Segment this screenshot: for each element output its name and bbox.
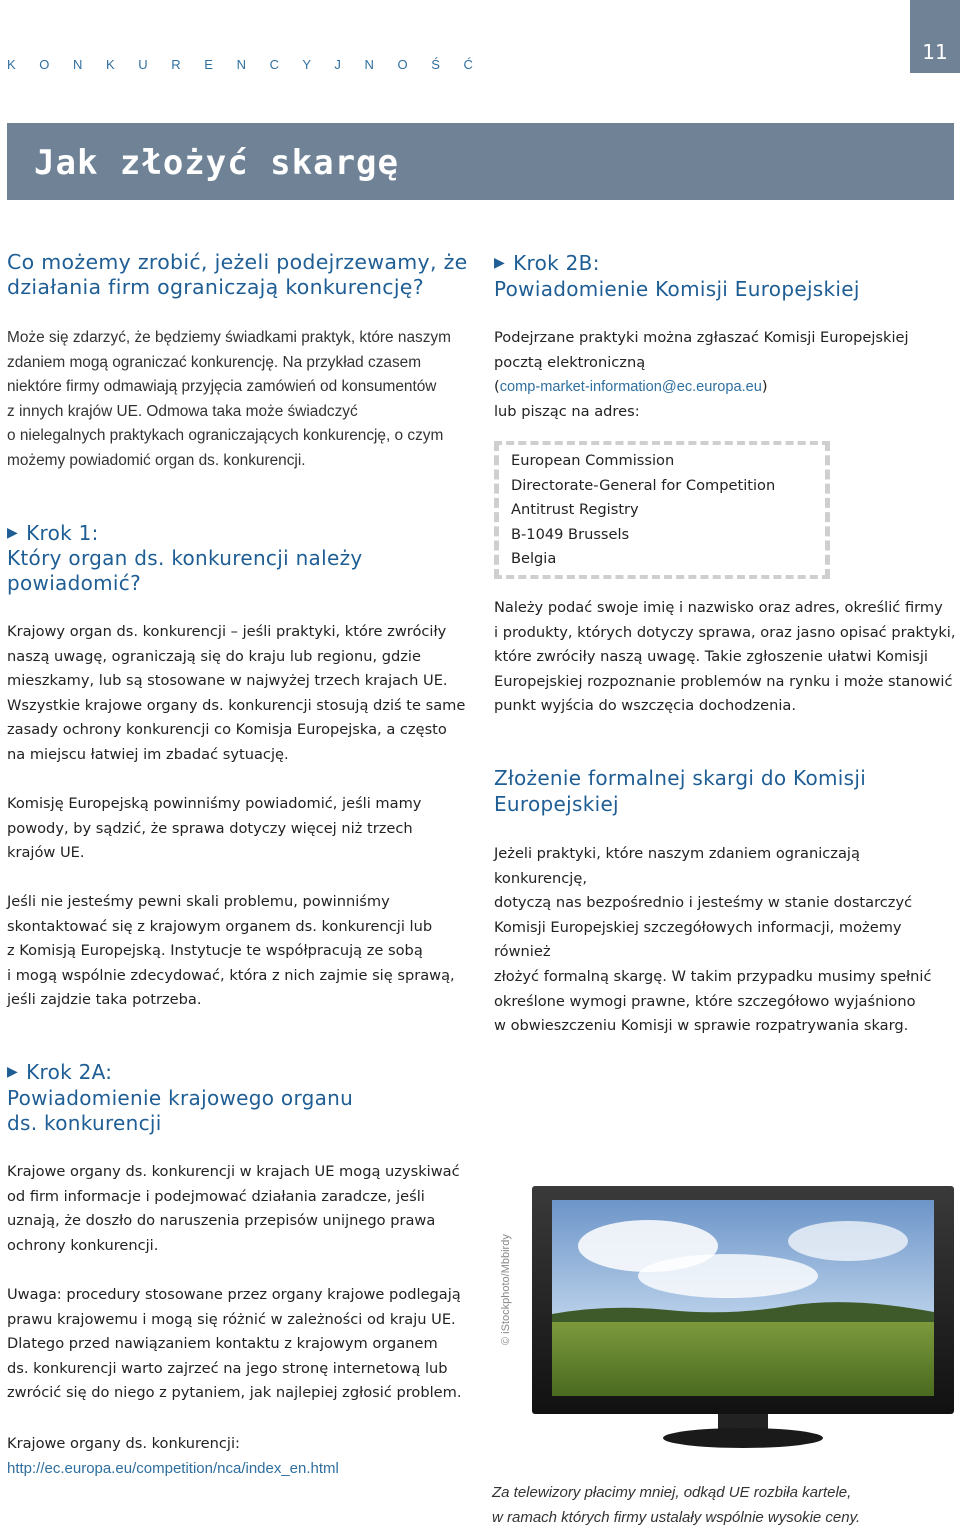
address-box-top-border [494, 441, 830, 445]
running-head: K O N K U R E N C Y J N O Ś Ć [7, 57, 483, 72]
nca-link[interactable]: http://ec.europa.eu/competition/nca/index_en.html [7, 1459, 339, 1477]
step2b-paragraph-2: Należy podać swoje imię i nazwisko oraz adres, określić firmy i produkty, których dotyczy sprawa, oraz jasno opisać praktyki, które zwróciły naszą uwagę. Takie zgłoszenie ułatwi Komisji Europejskiej rozpoznanie problemów na rynku i może stanowić punkt wyjścia do wszczęcia dochodzenia. [494, 599, 956, 715]
image-caption: Za telewizory płacimy mniej, odkąd UE rozbiła kartele, w ramach których firmy ustalały wspólnie wysokie ceny. [492, 1484, 861, 1526]
step1-paragraph-1: Krajowy organ ds. konkurencji – jeśli praktyki, które zwróciły naszą uwagę, ograniczają się do kraju lub regionu, gdzie mieszkamy, lub są stosowane w najwyżej trzech krajach UE. Wszystkie krajowe organy ds. konkurencji stosują dziś te same zasady ochrony konkurencji co Komisja Europejska, a często na miejscu łatwiej im zbadać sytuację. [7, 623, 466, 763]
step1-paragraph-3: Jeśli nie jesteśmy pewni skali problemu, powinniśmy skontaktować się z krajowym organem ds. konkurencji lub z Komisją Europejską. Instytucje te współpracują ze sobą i mogą wspólnie zdecydować, która z nich zajmie się sprawą, jeśli zajdzie taka potrzeba. [7, 893, 455, 1009]
intro-heading: Co możemy zrobić, jeżeli podejrzewamy, że działania firm ograniczają konkurencję? [7, 250, 468, 299]
postal-address: European Commission Directorate-General for Competition Antitrust Registry B-1049 Brussels Belgia [511, 452, 776, 568]
triangle-bullet-icon: ▶ [7, 525, 19, 541]
page-title: Jak złożyć skargę [34, 143, 399, 183]
tv-photo [528, 1186, 958, 1456]
meadow [552, 1322, 934, 1396]
cloud [638, 1254, 818, 1298]
triangle-bullet-icon: ▶ [7, 1064, 19, 1080]
page-number-box [910, 0, 960, 73]
step1-heading: ▶ Krok 1: Który organ ds. konkurencji należy powiadomić? [7, 521, 363, 595]
email-link[interactable]: comp-market-information@ec.europa.eu [499, 379, 762, 396]
page-number: 11 [922, 40, 948, 64]
step2a-paragraph-3: Krajowe organy ds. konkurencji: http://ec.europa.eu/competition/nca/index_en.html [7, 1432, 477, 1481]
step2a-heading: ▶ Krok 2A: Powiadomienie krajowego organu ds. konkurencji [7, 1060, 354, 1135]
intro-paragraph: Może się zdarzyć, że będziemy świadkami praktyk, które naszym zdaniem mogą ograniczać konkurencję. Na przykład czasem niektóre firmy odmawiają przyjęcia zamówień od konsumentów z innych krajów UE. Odmowa taka może świadczyć o nielegalnych praktykach ograniczających konkurencję, o czym możemy powiadomić organ ds. konkurencji. [7, 329, 451, 469]
step1-paragraph-2: Komisję Europejską powinniśmy powiadomić, jeśli mamy powody, by sądzić, że sprawa dotyczy więcej niż trzech krajów UE. [7, 795, 422, 862]
tv-stand-base [663, 1428, 823, 1448]
address-box-bottom-border [494, 575, 830, 579]
step2a-paragraph-1: Krajowe organy ds. konkurencji w krajach UE mogą uzyskiwać od firm informacje i podejmować działania zaradcze, jeśli uznają, że doszło do naruszenia przepisów unijnego prawa ochrony konkurencji. [7, 1163, 460, 1254]
photo-credit: © iStockphoto/Mbbirdy [500, 1234, 512, 1345]
triangle-bullet-icon: ▶ [494, 255, 506, 271]
formal-complaint-heading: Złożenie formalnej skargi do Komisji Europejskiej [494, 766, 867, 816]
step2a-paragraph-2: Uwaga: procedury stosowane przez organy krajowe podlegają prawu krajowemu i mogą się różnić w zależności od kraju UE. Dlatego przed nawiązaniem kontaktu z krajowym organem ds. konkurencji warto zajrzeć na jego stronę internetową lub zwrócić się do niego z pytaniem, jak najlepiej zgłosić problem. [7, 1286, 462, 1402]
step2b-paragraph-1: Podejrzane praktyki można zgłaszać Komisji Europejskiej pocztą elektroniczną (comp-market-information@ec.europa.eu) lub pisząc na adres: [494, 329, 909, 420]
title-band [7, 123, 954, 200]
formal-complaint-paragraph: Jeżeli praktyki, które naszym zdaniem ograniczają konkurencję, dotyczą nas bezpośrednio i jesteśmy w stanie dostarczyć Komisji Europejskiej szczegółowych informacji, możemy również złożyć formalną skargę. W takim przypadku musimy spełnić określone wymogi prawne, które szczegółowo wyjaśniono w obwieszczeniu Komisji w sprawie rozpatrywania skarg. [494, 845, 932, 1035]
step2b-heading: ▶ Krok 2B: Powiadomienie Komisji Europejskiej [494, 251, 860, 301]
cloud [788, 1221, 908, 1261]
